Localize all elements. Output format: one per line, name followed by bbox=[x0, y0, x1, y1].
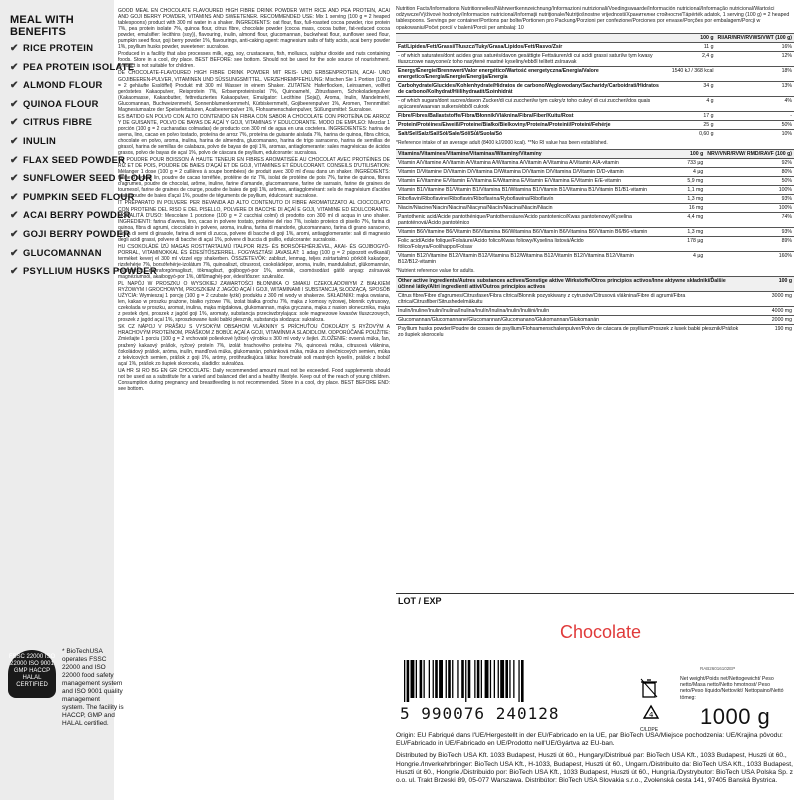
origin-text: Origin: EU Fabriqué dans l'UE/Hergestellt in der EU/Fabricado en la UE, par BioTech USA/Miejsce pochodzenia: UE/Krajina pôvodu: EU/Fabricado in UE/Fabricado en UE/Prodotto nell'UE/Gyártva az EU-ban. bbox=[396, 732, 783, 748]
row-value: 4,4 mg bbox=[655, 212, 705, 227]
row-label: Vitamin B6/Vitamine B6/Vitamin B6/Vitamina B6/Witamina B6/Vitamín B6/Vitamina B6/Vitamin B6/B6-vitamin bbox=[396, 227, 655, 236]
certification-note: * BioTechUSA operates FSSC 22000 and ISO 22000 food safety management system and ISO 9001 quality management system. The facility is HACCP, GMP and HALAL certified. bbox=[62, 648, 124, 727]
product-code: RAB26016102EP bbox=[700, 666, 736, 671]
barcode-bar bbox=[490, 660, 491, 698]
benefit-label: QUINOA FLOUR bbox=[23, 97, 99, 109]
benefits-title: MEAL WITH BENEFITS bbox=[10, 14, 74, 38]
row-label: Vitamin B1/Vitamine B1/Vitamin B1/Vitamina B1/Witamina B1/Vitamin B1/Vitamina B1/Vitamin B1/B1-vitamin bbox=[396, 185, 655, 194]
row-value: 5,9 mg bbox=[655, 176, 705, 185]
other-col-100g: 100 g bbox=[744, 276, 794, 291]
row-value: 4 g bbox=[666, 96, 716, 111]
table-row bbox=[396, 324, 794, 339]
table-row bbox=[396, 203, 794, 212]
row-label: - of which sugars/dont sucres/davon Zucker/di cui zuccheri/w tym cukry/z toho cukry/ di cui zuccheri/dos quais açúcares/waarvan suikers/ebből cukrok bbox=[396, 96, 666, 111]
row-value: 733 µg bbox=[655, 158, 705, 167]
label-text-it: IT PREPARATO IN POLVERE PER BEVANDA AD ALTO CONTENUTO DI FIBRE AROMATIZZATO AL CIOCCOLATO CON PROTEINE DEL RISO E DEL PISELLO, POLVERE DI BACCHE DI AÇAÍ E GOJI, VITAMINE ED EDULCORANTE. MODALITÀ D'USO: Mescolare 1 porzione (100 g = 2 cucchiai colmi) di prodotto con 300 ml di acqua in uno shaker. INGREDIENTI: farina d'avena, lino, cacao in polvere tostato, proteine del riso 7%, isolato proteico di pisello 7%, farina di quinoa, fibra di agrumi, cioccolato in polvere, aroma, inulina, farina di mandorle, glucomannano, farina di grano saraceno, farina di semi di girasole, farina di semi di zucca, polvere di bacche di goji 1%, aromi, antiagglomerante: sali di magnesio degli acidi grassi, polvere di bacche di açaí 1%, polvere di buccia di psillio, edulcorante: sucralosio. bbox=[118, 200, 390, 243]
row-label: Salt/Sel/Salz/Sal/Sól/Sale/Sól/Sůl/Suola/Só bbox=[396, 129, 666, 138]
benefit-item bbox=[10, 98, 99, 110]
nutrition-col-100g: 100 g bbox=[666, 33, 716, 42]
barcode-bar bbox=[481, 660, 482, 698]
nutrition-col-ri: RI/AR/NRV/RVWS/VWT (100 g) bbox=[717, 34, 792, 41]
row-value: 4 µg bbox=[655, 167, 705, 176]
barcode-bar bbox=[457, 660, 458, 698]
table-row bbox=[396, 291, 794, 306]
row-percent: 93% bbox=[705, 227, 794, 236]
barcode bbox=[400, 660, 620, 702]
row-percent: 80% bbox=[705, 167, 794, 176]
row-value: 2000 mg bbox=[744, 315, 794, 324]
row-value: 1,1 mg bbox=[655, 185, 705, 194]
row-value: 178 µg bbox=[655, 236, 705, 251]
row-label: Energy/Énergie/Brennwert/Valor energético/Wartość energetyczna/Energia/Valore energetico/Energía/Energie/Energija/Energia bbox=[396, 66, 666, 81]
row-label: Psyllium husks powder/Poudre de cosses de psyllium/Flohsamenschalenpulver/Polvo de cáscara de psyllium/Proszek z łusek babki płesznik/Prášok zo šupiek skorocelu bbox=[396, 324, 744, 339]
check-icon: ✔ bbox=[10, 210, 19, 222]
footer-text bbox=[396, 732, 794, 785]
label-text-de: DE CHOCOLATE-FLAVOURED HIGH FIBRE DRINK POWDER MIT REIS- UND ERBSENPROTEIN, ACAI- UND GOJIBEEREN-PULVER, VITAMINEN UND SÜSSUNGSMITTEL. VERZEHREMPFEHLUNG: Mischen Sie 1 Portion (100 g = 2 gehäufte Esslöffel) Produkt mit 300 ml Wasser in einem Shaker. ZUTATEN: Haferflocken, Leinsamen, vollfett geröstetes Kakaopulver, Reisprotein 7%, Erbsenproteinisolat 7%, Quinoamehl, Zitrusfasern, Schokoladenpulver (Kakaomasse, Kakaobutter, fettreduziertes Kakaopulver, Emulgator: Lecithine (Soja)), Aroma, Inulin, Mandelmehl, Glucomannan, Buchweizenmehl, Sonnenblumenkernmehl, Kürbiskernmehl, Gojibeerenpulver 1%, Aromen, Trennmittel: Magnesiumsalze der Speisefettsäuren, Acaibeerenpulver 1%, Flohsamenschalenpulver, Süßungsmittel: Sucralose. bbox=[118, 70, 390, 113]
check-icon: ✔ bbox=[10, 229, 19, 240]
row-value: 190 mg bbox=[744, 324, 794, 339]
check-icon: ✔ bbox=[10, 117, 19, 129]
benefit-label: PUMPKIN SEED FLOUR bbox=[23, 190, 135, 202]
benefit-item bbox=[10, 42, 93, 54]
row-value: 4000 mg bbox=[744, 306, 794, 315]
row-value: 1,3 mg bbox=[655, 194, 705, 203]
table-row bbox=[396, 306, 794, 315]
barcode-bar bbox=[407, 660, 410, 702]
row-percent: 100% bbox=[705, 203, 794, 212]
other-header: Other active ingredients/Autres substances actives/Sonstige aktive Wirkstoffe/Otros principios activos/Inne aktywne składniki/Ďalšie účinné látky/Altri ingredienti attivi/Outros princípios activos bbox=[396, 276, 744, 291]
nutrition-col-label bbox=[396, 33, 666, 42]
check-icon: ✔ bbox=[10, 247, 19, 259]
benefit-label: GOJI BERRY POWDER bbox=[23, 228, 131, 239]
table-row bbox=[396, 212, 794, 227]
table-row bbox=[396, 315, 794, 324]
barcode-bar bbox=[509, 660, 510, 698]
barcode-bar bbox=[424, 660, 425, 698]
table-row bbox=[396, 236, 794, 251]
label-text-pl: PL NAPÓJ W PROSZKU O WYSOKIEJ ZAWARTOŚCI BŁONNIKA O SMAKU CZEKOLADOWYM Z BIAŁKIEM RYŻOWYM I GROCHOWYM, PROSZKIEM Z JAGÓD AÇAÍ I GOJI, WITAMINAMI I SUBSTANCJĄ SŁODZĄCĄ. SPOSÓB UŻYCIA: Wymieszaj 1 porcję (100 g = 2 czubate łyżki) produktu z 300 ml wody w shakerze. SKŁADNIKI: mąka owsiana, len, kakao w proszku prażone, białko ryżowe 7%, izolat białka grochu 7%, mąka z komosy ryżowej, błonnik cytrusowy, czekolada w proszku, aromat, inulina, mąka migdałowa, glukomannan, mąka gryczana, mąka z nasion słonecznika, mąka z pestek dyni, proszek z jagód goji 1%, aromaty, substancja przeciwzbrylająca: sole magnezowe kwasów tłuszczowych, proszek z jagód açaí 1%, sproszkowane łuski babki płesznik, substancja słodząca: sukraloza. bbox=[118, 281, 390, 324]
row-value: 0,60 g bbox=[666, 129, 716, 138]
row-value: 11 g bbox=[666, 42, 716, 51]
row-percent: 10% bbox=[716, 129, 794, 138]
row-value: 3000 mg bbox=[744, 291, 794, 306]
vitamin-table bbox=[396, 149, 794, 266]
row-value: 17 g bbox=[666, 111, 716, 120]
row-percent: 92% bbox=[705, 158, 794, 167]
check-icon: ✔ bbox=[10, 43, 19, 54]
row-value: 1,3 mg bbox=[655, 227, 705, 236]
table-row bbox=[396, 42, 794, 51]
table-row bbox=[396, 176, 794, 185]
benefit-item bbox=[10, 79, 103, 91]
barcode-bar bbox=[494, 660, 495, 698]
row-value: 4 µg bbox=[655, 251, 705, 266]
barcode-bar bbox=[439, 660, 443, 698]
barcode-bar bbox=[477, 660, 480, 698]
row-percent: 16% bbox=[716, 42, 794, 51]
packaging-material-code: C/LDPE bbox=[640, 727, 659, 733]
row-percent: 74% bbox=[705, 212, 794, 227]
ri-note: *Reference intake of an average adult (8400 kJ/2000 kcal). **No RI value has been established. bbox=[396, 139, 608, 146]
barcode-bar bbox=[485, 660, 489, 698]
benefit-label: PEA PROTEIN ISOLATE bbox=[23, 60, 135, 72]
row-label: Protein/Protéines/Eiweiß/Proteine/Białko/Bielkoviny/Proteína/Proteinii/Proteini/Fehérje bbox=[396, 120, 666, 129]
nutrition-panel bbox=[396, 6, 794, 339]
label-text-es: ES BATIDO EN POLVO CON ALTO CONTENIDO EN FIBRA CON SABOR A CHOCOLATE CON PROTEÍNA DE ARROZ Y DE GUISANTE, POLVO DE BAYAS DE AÇAÍ Y GOJI, VITAMINAS Y EDULCORANTE. MODO DE EMPLEO: Mezclar 1 porción (100 g = 2 cucharadas colmadas) de producto con 300 ml de agua en una coctelera. INGREDIENTES: harina de avena, lino, cacao en polvo tostado, proteína de arroz 7%, proteína de guisante aislada 7%, harina de quinoa, fibra cítrica, chocolate en polvo, aroma, inulina, harina de almendra, glucomanano, harina de trigo sarraceno, harina de semillas de girasol, harina de semillas de calabaza, polvo de bayas de goji 1%, aromas, antiaglomerante: sales magnésicas de ácidos grasos, polvo de bayas de açaí 1%, polvo de cáscara de psyllium, edulcorante: sucralosa. bbox=[118, 113, 390, 157]
table-row bbox=[396, 251, 794, 266]
benefit-label: ALMOND FLOUR bbox=[23, 79, 103, 91]
barcode-bar bbox=[498, 660, 499, 698]
benefit-label: SUNFLOWER SEED FLOUR bbox=[23, 172, 153, 184]
row-percent: 50% bbox=[716, 120, 794, 129]
barcode-bar bbox=[448, 660, 451, 698]
row-label: Citrus fibre/Fibre d'agrumes/Citrusfaser/Fibra cítrica/Błonnik pozyskiwany z cytrusów/Citrusová vláknina/Fibre di agrumi/Fibra cítrica/Citrusfiber/Sitrushedelmäkuitu bbox=[396, 291, 744, 306]
benefit-label: GLUCOMANNAN bbox=[23, 246, 102, 258]
vitamin-col-100g: 100 g bbox=[655, 149, 705, 158]
barcode-bar bbox=[429, 660, 430, 698]
distributed-text: Distributed by BioTech USA Kft. 1033 Budapest, Huszti út 60., Hungary/Distribué par: BioTech USA Kft., 1033 Budapest, Huszti út 60., Hongrie./Inverkehrbringer: BioTech USA Kft., H-1033, Budapest, Huszti út 60., Ungarn./Distribuito da: BioTech USA Kft., 1033 Budapest, Huszti út 60., Hongrie./Distribuido por: BioTech USA Kft., 1033 Budapest, Huszti út 60., Hungría./Dystrybutor: BioTech USA Polska Sp. z o.o. ul. Trakt Brzeski 89, 05-077 Warszawa. Distribútor: BioTech USA Slovakia s.r.o., Zvolenská cesta 141, 97405 Banská Bystrica. bbox=[396, 752, 793, 785]
benefit-item bbox=[10, 154, 125, 166]
row-label: Riboflavin/Riboflavine/Riboflavin/Riboflavina/Ryboflawina/Riboflavín bbox=[396, 194, 655, 203]
certification-badge: FSSC 22000 ISO 22000 ISO 9001 GMP HACCP HALAL CERTIFIED bbox=[8, 650, 56, 698]
benefit-label: FLAX SEED POWDER bbox=[23, 153, 126, 165]
row-percent: - bbox=[716, 111, 794, 120]
table-row bbox=[396, 81, 794, 96]
check-icon: ✔ bbox=[10, 61, 19, 73]
table-row bbox=[396, 185, 794, 194]
recycle-bin-icon bbox=[640, 678, 658, 698]
barcode-bar bbox=[468, 660, 471, 698]
benefit-item bbox=[10, 191, 135, 203]
check-icon: ✔ bbox=[10, 98, 19, 110]
row-label: Folic acid/Acide folique/Folsäure/Acido folico/Kwas foliowy/Kyselina listová/Ácido fólico/Folsyra/Foolihappo/Folsav bbox=[396, 236, 655, 251]
table-row bbox=[396, 194, 794, 203]
barcode-bar bbox=[404, 660, 405, 702]
barcode-bar bbox=[416, 660, 417, 698]
row-label: Fibre/Fibres/Ballaststoffe/Fibra/Błonnik/Vláknina/Fibra/Fiber/Kuitu/Rost bbox=[396, 111, 666, 120]
benefit-label: PSYLLIUM HUSKS POWDER bbox=[23, 265, 157, 277]
row-value: 1540 kJ / 368 kcal bbox=[666, 66, 716, 81]
row-label: - of which saturates/dont acides gras saturés/davon gesättigte Fettsäuren/di cui acidi grassi saturi/w tym kwasy tłuszczowe nasycone/z toho nasýtené mastné kyseliny/ebből telített zsírsavak bbox=[396, 51, 666, 66]
benefit-item bbox=[10, 247, 102, 259]
multilingual-label-text bbox=[118, 8, 390, 688]
benefit-label: RICE PROTEIN bbox=[23, 42, 94, 53]
row-percent: 12% bbox=[716, 51, 794, 66]
label-text-warning: Produced in a facility that also processes milk, egg, soy, crustaceans, fish, molluscs, sulphur dioxide and nuts containing foods. Store in a cool, dry place. BEST BEFORE: see bottom. Should not be used for the sole source of nourishment. Product is not suitable for children. bbox=[118, 51, 390, 70]
row-value: 16 mg bbox=[655, 203, 705, 212]
row-percent: 50% bbox=[705, 176, 794, 185]
row-percent: 160% bbox=[705, 251, 794, 266]
barcode-bar bbox=[446, 660, 447, 698]
label-text-hu: HU CSOKOLÁDÉ ÍZŰ MAGAS ROSTTARTALMÚ ITALPOR RIZS- ÉS BORSÓFEHÉRJÉVEL, AKAI- ÉS GOJIBOGYÓ-PORRAL, VITAMINOKKAL ÉS ÉDESÍTŐSZERREL. FOGYASZTÁSI JAVASLAT: 1 adag (100 g = 2 púpozott evőkanál) terméket keverj el 300 ml vízzel egy shakerben. ÖSSZETEVŐK: zabliszt, lenmag, teljes zsírtartalmú pörkölt kakaópor, rizsfehérje 7%, borsófehérje-izolátum 7%, quinoaliszt, citrusrost, csokoládépor, aroma, inulin, mandulaliszt, glükomannán, hajdinaliszt, napraforgómagliszt, tökmagliszt, gojibogyó-por 1%, aromák, csomósodást gátló anyag: zsírsavak magnéziumsói, akaibogyó-por 1%, útifűmaghéj-por, édesítőszer: szukralóz. bbox=[118, 243, 390, 281]
table-row bbox=[396, 66, 794, 81]
ean-number: 5 990076 240128 bbox=[400, 704, 560, 723]
benefit-label: INULIN bbox=[23, 135, 57, 146]
table-row bbox=[396, 96, 794, 111]
benefit-item bbox=[10, 228, 130, 240]
vitamin-col-nrv: NRV/VNR/RVW/ RMD/RAVF (100 g) bbox=[707, 150, 792, 157]
label-text-other: UA HR SI RO BG EN GR CHOCOLATE: Daily recommended amount must not be exceeded. Food supplements should not be used as a substitute for a varied and balanced diet and a healthy lifestyle. Keep out of the reach of young children. Consumption during pregnancy and breastfeeding is not recommended. Store in a cool, dry place. BEST BEFORE END: see bottom. bbox=[118, 367, 390, 392]
row-label: Vitamin D/Vitamine D/Vitamin D/Vitamina D/Witamina D/Vitamin D/Vitamina D/Vitamin D/D-vitamin bbox=[396, 167, 655, 176]
lot-exp-label: LOT / EXP bbox=[398, 596, 442, 606]
benefit-item bbox=[10, 209, 131, 221]
barcode-bar bbox=[411, 660, 415, 698]
svg-text:4: 4 bbox=[649, 711, 654, 719]
table-row bbox=[396, 120, 794, 129]
row-percent: 13% bbox=[716, 81, 794, 96]
label-text-fr: FR POUDRE POUR BOISSON À HAUTE TENEUR EN FIBRES AROMATISÉE AU CHOCOLAT AVEC PROTÉINES DE RIZ ET DE POIS, POUDRE DE BAIES D'AÇAÏ ET DE GOJI, VITAMINES ET ÉDULCORANT. CONSEILS D'UTILISATION: Mélanger 1 dose (100 g = 2 cuillères à soupe bombées) de produit avec 300 ml d'eau dans un shaker. INGRÉDIENTS: farine d'avoine, lin, poudre de cacao torréfiée, protéine de riz 7%, isolat de protéine de pois 7%, farine de quinoa, fibres d'agrumes, poudre de chocolat, arôme, inuline, farine d'amande, glucomannane, farine de sarrasin, farine de graines de tournesol, farine de graines de courge, poudre de baies de goji 1%, arômes, antiagglomérant: sels de magnésium d'acides gras, poudre de baies d'açaï 1%, poudre de téguments de psyllium, édulcorant: sucralose. bbox=[118, 157, 390, 200]
row-label: Inulin/Inuline/Inulin/Inulina/Inulina/Inulín/Inulina/Inulin/Inuliini/Inulin bbox=[396, 306, 744, 315]
row-label: Vitamin B12/Vitamine B12/Vitamin B12/Vitamina B12/Witamina B12/Vitamín B12/Vitamina B12/Vitamin B12/B12-vitamin bbox=[396, 251, 655, 266]
label-text-sk: SK CZ NÁPOJ V PRÁŠKU S VYSOKÝM OBSAHOM VLÁKNINY S PRÍCHUŤOU ČOKOLÁDY S RYŽOVÝM A HRACHOVÝM PROTEÍNOM, PRÁŠKOM Z BOBÚĽ AÇAÍ A GOJI, VITAMÍNMI A SLADIDLOM. ODPORÚČANÉ POUŽITIE: Zmiešajte 1 porciu (100 g = 2 vrchovaté polievkové lyžice) výrobku s 300 ml vody v šejkri. ZLOŽENIE: ovsená múka, ľan, pražený kakaový prášok, ryžový proteín 7%, izolát hrachového proteínu 7%, quinoová múka, citrusová vláknina, čokoládový prášok, aróma, inulín, mandľová múka, glukomanán, pohánková múka, múka zo slnečnicových semien, múka z tekvicových semien, prášok z goji 1%, arómy, protihrudkujúca látka: horečnaté soli mastných kyselín, prášok z bobúľ açaí 1%, prášok zo šupiek skorocelu, sladidlo: sukralóza. bbox=[118, 324, 390, 367]
barcode-bar bbox=[518, 660, 519, 702]
row-percent: 93% bbox=[705, 194, 794, 203]
row-label: Vitamin E/Vitamine E/Vitamin E/Vitamina E/Witamina E/Vitamin E/Vitamina E/Vitamin E/E-vitamin bbox=[396, 176, 655, 185]
flavor-name: Chocolate bbox=[560, 622, 642, 642]
table-row bbox=[396, 158, 794, 167]
barcode-bar bbox=[433, 660, 434, 698]
check-icon: ✔ bbox=[10, 173, 19, 185]
check-icon: ✔ bbox=[10, 191, 19, 203]
row-percent: 18% bbox=[716, 66, 794, 81]
nutrition-table bbox=[396, 33, 794, 138]
check-icon: ✔ bbox=[10, 266, 19, 278]
row-value: 2,4 g bbox=[666, 51, 716, 66]
barcode-bar bbox=[500, 660, 504, 698]
row-percent: 4% bbox=[716, 96, 794, 111]
barcode-bar bbox=[513, 660, 514, 698]
net-weight-value: 1000 g bbox=[700, 704, 771, 729]
nrv-note: *Nutrient reference value for adults. bbox=[396, 267, 475, 274]
row-label: Fat/Lipides/Fett/Grassi/Tłuszcz/Tuky/Grasa/Lipidos/Fett/Rasvo/Zsír bbox=[396, 42, 666, 51]
benefit-item bbox=[10, 116, 92, 128]
barcode-bar bbox=[435, 660, 438, 698]
other-ingredients-table bbox=[396, 276, 794, 339]
check-icon: ✔ bbox=[10, 80, 19, 92]
row-value: 34 g bbox=[666, 81, 716, 96]
row-label: Glucomannan/Glucomannane/Glucomannan/Glucomanano/Glukomannan/Glukomanán bbox=[396, 315, 744, 324]
table-row bbox=[396, 167, 794, 176]
net-weight-label: Net weight/Poids net/Nettogewicht/ Peso netto/Masa netto/Netto hmotnost/ Peso neto/Peso líquido/Nettovikt/ Nettopaino/Nettó tömeg: bbox=[680, 676, 784, 701]
table-row bbox=[396, 129, 794, 138]
row-label: Pantothenic acid/Acide pantothénique/Pantothensäure/Acido pantotenico/Kwas pantotenowy/Kyselina pantoténová/Ácido pantoténico bbox=[396, 212, 655, 227]
label-text-en: GOOD MEAL EN CHOCOLATE FLAVOURED HIGH FIBRE DRINK POWDER WITH RICE AND PEA PROTEIN, ACAI AND GOJI BERRY POWDER, VITAMINS AND SWEETENER. RECOMMENDED USE: Mix 1 serving (100 g = 2 heaped tablespoons) product with 300 ml water in a shaker. INGREDIENTS: oat flour, flax, full-roasted cocoa powder, rice protein 7%, pea protein isolate 7%, quinoa flour, citrus fibre, chocolate powder (cocoa mass, cocoa butter, fat-reduced cocoa powder, emulsifier: lecithins (soy)), flavouring, inulin, almond flour, glucomannan, buckwheat flour, sunflower seed flour, pumpkin seed flour, goji berry powder 1%, flavourings, anti-caking agent: magnesium salts of fatty acids, acai berry powder 1%, psyllium husks powder, sweetener: sucralose. bbox=[118, 8, 390, 51]
nutrition-header: Nutrition Facts/Informations Nutritionnelles/Nährwertkennzeichnung/Informazioni nutrizionali/Voedingswaarde/Información nutricional/Informação nutricional/Wartości odżywcze/Výživové hodnoty/Informacion nutricional/Informaţii nutriţionale/Nutriţiošnostne vrijednosti/Хранителни стойности/Tápérték adatok, 1 serving (100 g) = 2 heaped tablespoons. Servings per container/Portions par boîte/Portionen pro Packung/Porzioni per confezione/Porciones por envase/Porções por embalagem/Porcji w opakowaniu/Počet porcií v balení/Porcii per ambalaj: 10 bbox=[396, 6, 790, 31]
benefit-label: ACAI BERRY POWDER bbox=[23, 209, 131, 221]
table-row bbox=[396, 51, 794, 66]
barcode-bar bbox=[465, 660, 466, 702]
row-label: Niacin/Niacine/Niacin/Niacina/Niacyna/Niacín/Niacina/Niacin/Niacin bbox=[396, 203, 655, 212]
barcode-bar bbox=[452, 660, 453, 698]
row-label: Carbohydrate/Glucides/Kohlenhydrate/Hidratos de carbono/Węglowodany/Sacharidy/Carboidrati/Hidratos de carbono/Kolhydrat/Hiilihydraatit/Szénhidrát bbox=[396, 81, 666, 96]
barcode-bar bbox=[505, 660, 508, 698]
benefit-item bbox=[10, 61, 134, 73]
check-icon: ✔ bbox=[10, 154, 19, 166]
check-icon: ✔ bbox=[10, 136, 19, 147]
barcode-bar bbox=[420, 660, 423, 698]
barcode-bar bbox=[461, 660, 464, 698]
row-label: Vitamin A/Vitamine A/Vitamin A/Vitamina A/Witamina A/Vitamin A/Vitamina A/Vitamin A/A-vitamin bbox=[396, 158, 655, 167]
row-percent: 89% bbox=[705, 236, 794, 251]
recycling-symbol-icon bbox=[640, 704, 662, 726]
vitamin-header: Vitamins/Vitamines/Vitamine/Vitaminas/Witaminy/Vitamíny bbox=[396, 149, 655, 158]
barcode-bar bbox=[474, 660, 475, 698]
benefit-label: CITRUS FIBRE bbox=[23, 116, 93, 128]
row-value: 25 g bbox=[666, 120, 716, 129]
barcode-bar bbox=[521, 660, 524, 702]
row-percent: 100% bbox=[705, 185, 794, 194]
benefit-item bbox=[10, 135, 56, 147]
table-row bbox=[396, 111, 794, 120]
table-row bbox=[396, 227, 794, 236]
